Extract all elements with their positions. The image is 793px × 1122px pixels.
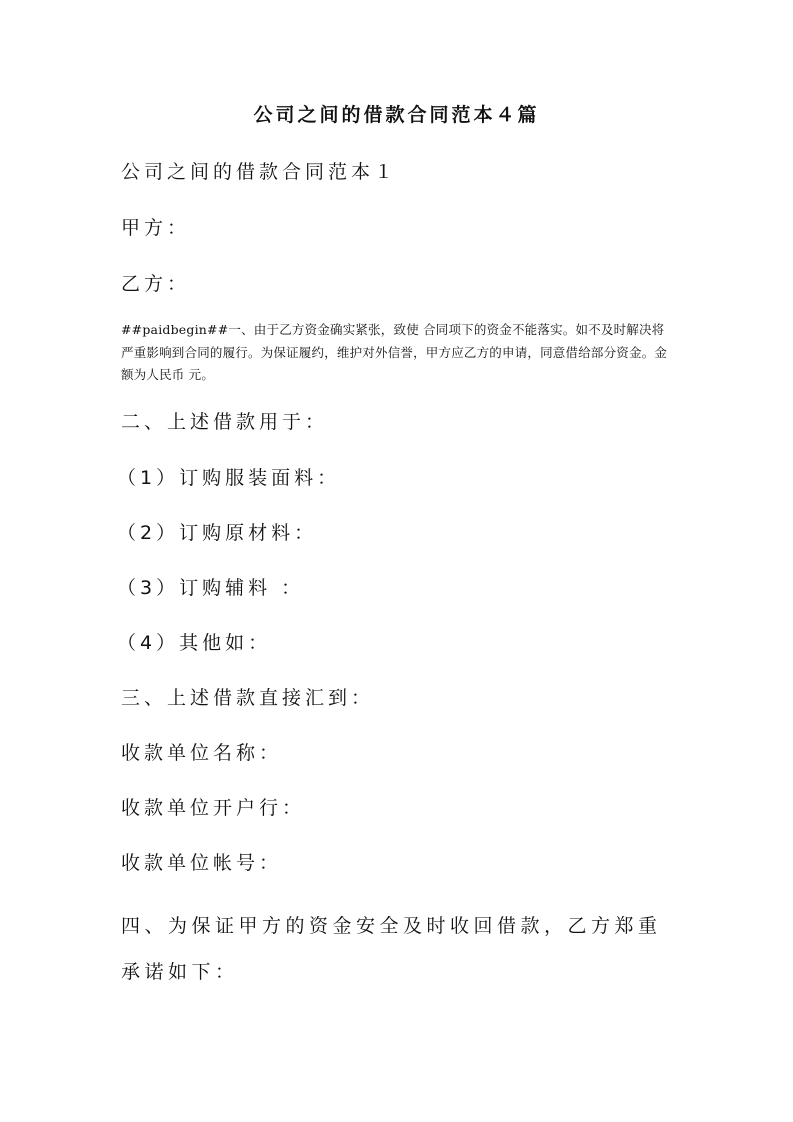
purpose-item-4: （4）其他如： [117, 632, 272, 654]
payee-bank-label: 收款单位开户行： [121, 797, 306, 819]
payee-name-label: 收款单位名称： [121, 742, 283, 764]
party-a-label: 甲方： [121, 217, 191, 239]
purpose-item-2: （2）订购原材料： [117, 522, 318, 544]
clause-2-heading: 二、上述借款用于： [121, 411, 329, 433]
party-b-label: 乙方： [121, 273, 191, 295]
clause-3-heading: 三、上述借款直接汇到： [121, 687, 375, 709]
document-title: 公司之间的借款合同范本４篇 [253, 104, 540, 126]
clause-1-paragraph: ##paidbegin##一、由于乙方资金确实紧张，致使 合同项下的资金不能落实。如不及时解决将严重影响到合同的履行。为保证履约，维护对外信誉，甲方应乙方的申请，同意借给部分资金。金额为人民币 元。 [121, 322, 668, 382]
section-heading: 公司之间的借款合同范本１ [121, 161, 398, 183]
clause-4-paragraph: 四、为保证甲方的资金安全及时收回借款，乙方郑重承诺如下： [121, 915, 662, 983]
payee-account-label: 收款单位帐号： [121, 852, 283, 874]
purpose-item-3: （3）订购辅料 ： [117, 577, 305, 599]
purpose-item-1: （1）订购服装面料： [117, 467, 341, 489]
